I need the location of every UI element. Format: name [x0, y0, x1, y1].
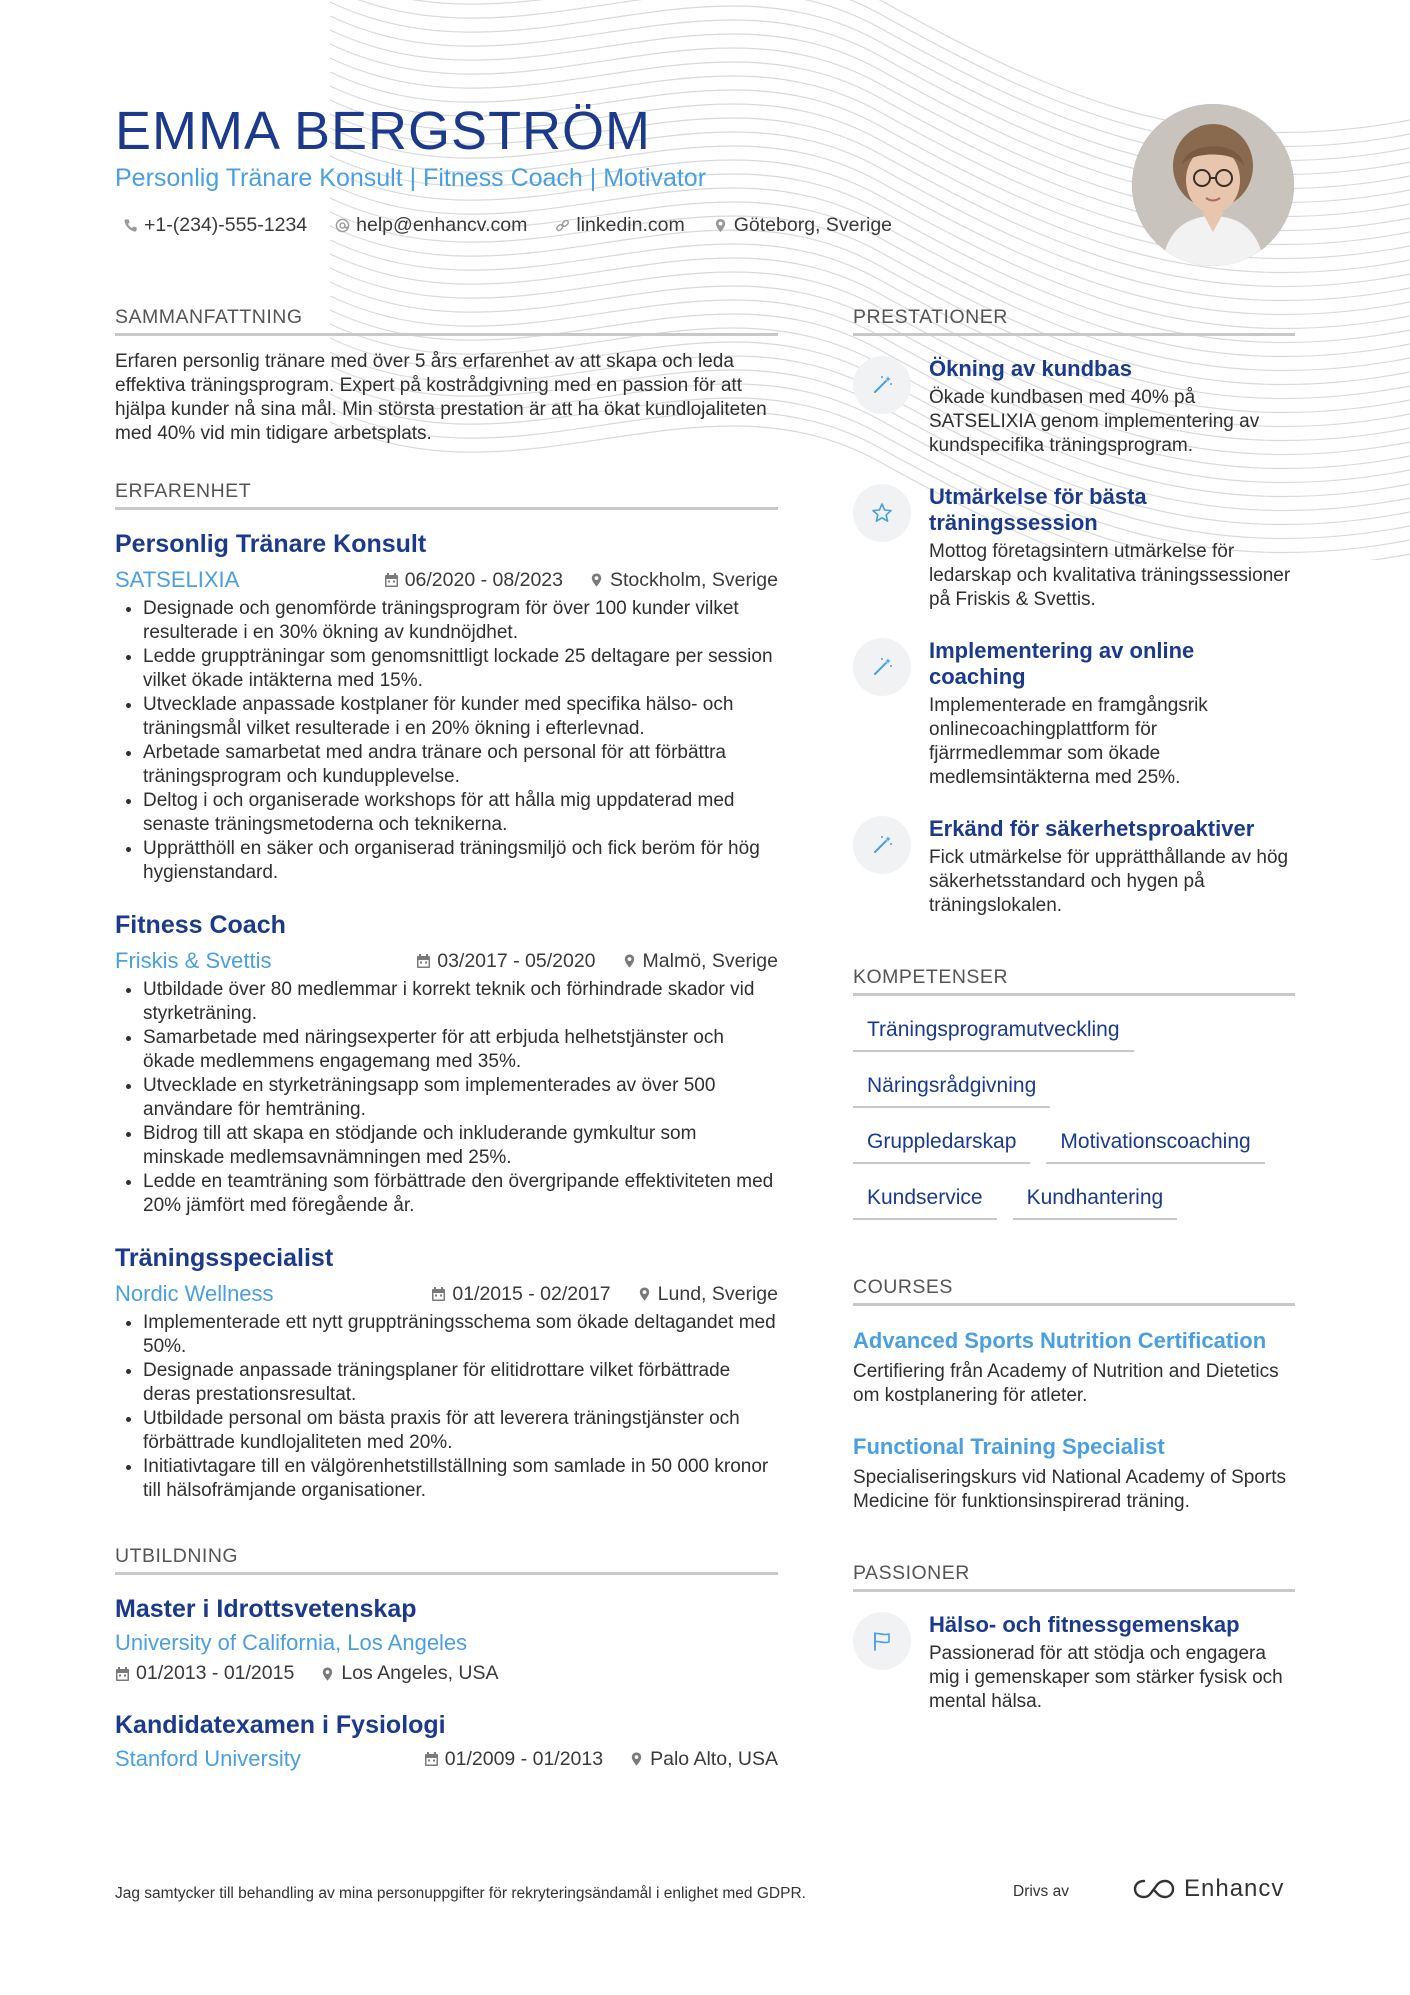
- headline: Personlig Tränare Konsult | Fitness Coach | Motivator: [115, 164, 707, 192]
- summary-title: SAMMANFATTNING: [115, 306, 778, 336]
- calendar-icon: [424, 1751, 439, 1767]
- course-item: [853, 1328, 1295, 1408]
- gdpr-consent: Jag samtycker till behandling av mina personuppgifter för rekryteringsändamål i enlighet med GDPR.: [115, 1885, 806, 1902]
- star-icon: [870, 501, 894, 525]
- bullet-item: • Implementerade ett nytt gruppträningsschema som ökade deltagandet med 50%.: [143, 1311, 778, 1359]
- course-title: Advanced Sports Nutrition Certification: [853, 1328, 1267, 1353]
- dates-text: 06/2020 - 08/2023: [404, 568, 563, 591]
- course-item: [853, 1434, 1295, 1514]
- job-dates: [416, 950, 595, 973]
- location-icon: [589, 572, 604, 588]
- bullet-item: • Deltog i och organiserade workshops för att hålla mig uppdaterad med senaste träningsmetoderna och teknikerna.: [143, 789, 778, 837]
- location-icon: [637, 1286, 652, 1302]
- location-icon: [320, 1666, 335, 1682]
- enhancv-logo[interactable]: [1132, 1875, 1284, 1903]
- calendar-icon: [416, 953, 431, 969]
- achievement-desc: Mottog företagsintern utmärkelse för ledarskap och kvalitativa träningssessioner på Friskis & Svettis.: [929, 541, 1291, 610]
- achievement-icon: [853, 638, 911, 696]
- dates-text: 01/2015 - 02/2017: [452, 1282, 611, 1305]
- phone-icon: [123, 218, 138, 233]
- calendar-icon: [115, 1666, 130, 1682]
- portrait-illustration: [1132, 104, 1294, 266]
- dates-text: 01/2013 - 01/2015: [136, 1662, 295, 1684]
- job-title: Träningsspecialist: [115, 1244, 334, 1272]
- dates-text: 01/2009 - 01/2013: [444, 1747, 604, 1770]
- job-bullets: [115, 978, 778, 1218]
- flag-icon: [870, 1629, 894, 1653]
- achievement-desc: Fick utmärkelse för upprätthållande av hög säkerhetsstandard och hygen på träningslokalen.: [929, 847, 1289, 916]
- bullet-item: • Bidrog till att skapa en stödjande och inkluderande gymkultur som minskade medlemsavnämningen med 25%.: [143, 1122, 778, 1170]
- courses-title: COURSES: [853, 1276, 1295, 1306]
- skill-tag: Gruppledarskap: [853, 1128, 1030, 1164]
- education-meta: [115, 1746, 778, 1772]
- job-dates: [384, 569, 563, 592]
- achievement-title: Ökning av kundbas: [929, 356, 1132, 381]
- link-icon: [555, 218, 570, 233]
- education-dates: [115, 1662, 294, 1685]
- achievement-icon: [853, 356, 911, 414]
- brand-name: Enhancv: [1184, 1875, 1285, 1902]
- job-meta: [115, 567, 778, 593]
- contact-linkedin: [555, 214, 684, 237]
- job-entry: [115, 911, 778, 1218]
- bullet-item: • Ledde en teamträning som förbättrade den övergripande effektiviteten med 20% jämfört med föregående år.: [143, 1170, 778, 1218]
- achievement-desc: Implementerade en framgångsrik onlinecoachingplattform för fjärrmedlemmar som ökade medlemsintäkterna med 25%.: [929, 695, 1208, 788]
- powered-by: Drivs av: [1013, 1883, 1069, 1900]
- skill-tag: Kundhantering: [1013, 1184, 1178, 1220]
- skill-tag: Motivationscoaching: [1046, 1128, 1264, 1164]
- company-name: SATSELIXIA: [115, 567, 240, 592]
- job-meta: [115, 1281, 778, 1307]
- bullet-item: • Utbildade personal om bästa praxis för att leverera träningstjänster och förbättrade kundlojaliteten med 20%.: [143, 1407, 778, 1455]
- education-location: [320, 1662, 498, 1685]
- passion-desc: Passionerad för att stödja och engagera mig i gemenskaper som stärker fysisk och mental hälsa.: [929, 1643, 1283, 1712]
- location-text: Stockholm, Sverige: [610, 568, 778, 591]
- bullet-item: • Utbildade över 80 medlemmar i korrekt teknik och förhindrade skador vid styrketräning.: [143, 978, 778, 1026]
- job-location: [589, 569, 778, 592]
- education-title: UTBILDNING: [115, 1545, 778, 1575]
- magic-wand-icon: [870, 373, 894, 397]
- job-entry: [115, 1244, 778, 1503]
- location-icon: [629, 1751, 644, 1767]
- contact-phone: [123, 214, 307, 237]
- course-desc: Certifiering från Academy of Nutrition and Dietetics om kostplanering för atleter.: [853, 1361, 1279, 1406]
- achievement-icon: [853, 484, 911, 542]
- job-title: Personlig Tränare Konsult: [115, 530, 427, 558]
- calendar-icon: [384, 572, 399, 588]
- job-meta: [115, 948, 778, 974]
- contact-location: [713, 214, 892, 237]
- job-title: Fitness Coach: [115, 911, 286, 939]
- location-text: Lund, Sverige: [657, 1282, 778, 1305]
- degree-title: Master i Idrottsvetenskap: [115, 1595, 417, 1623]
- location-icon: [622, 953, 637, 969]
- bullet-item: • Designade anpassade träningsplaner för elitidrottare vilket förbättrade deras prestationsresultat.: [143, 1359, 778, 1407]
- bullet-item: • Ledde gruppträningar som genomsnittligt lockade 25 deltagare per session vilket ökade intäkterna med 15%.: [143, 645, 778, 693]
- achievement-title: Implementering av online coaching: [929, 638, 1195, 689]
- candidate-name: EMMA BERGSTRÖM: [115, 101, 652, 161]
- achievement-item: [853, 356, 1295, 458]
- contact-email: [335, 214, 527, 237]
- skills-list: [853, 1016, 1295, 1220]
- passion-icon: [853, 1612, 911, 1670]
- school-row: [115, 1630, 778, 1656]
- achievement-title: Utmärkelse för bästa träningssession: [929, 484, 1147, 535]
- skill-tag: Kundservice: [853, 1184, 997, 1220]
- job-bullets: [115, 1311, 778, 1503]
- bullet-item: • Utvecklade en styrketräningsapp som implementerades av över 500 användare för hemträning.: [143, 1074, 778, 1122]
- right-column: [853, 306, 1295, 1714]
- achievement-item: [853, 484, 1295, 612]
- contact-bar: [123, 214, 892, 237]
- location-text: Göteborg, Sverige: [733, 214, 893, 236]
- bullet-item: • Utvecklade anpassade kostplaner för kunder med specifika hälso- och träningsmål vilket resulterade i en 20% ökning i efterlevnad.: [143, 693, 778, 741]
- magic-wand-icon: [870, 833, 894, 857]
- phone-text[interactable]: +1-(234)-555-1234: [144, 214, 308, 236]
- email-text[interactable]: help@enhancv.com: [356, 214, 528, 236]
- school-name: University of California, Los Angeles: [115, 1630, 468, 1655]
- passion-item: [853, 1612, 1295, 1714]
- achievements-title: PRESTATIONER: [853, 306, 1295, 336]
- education-entry: [115, 1711, 778, 1772]
- job-entry: [115, 530, 778, 885]
- location-text: Palo Alto, USA: [650, 1747, 778, 1770]
- left-column: [115, 306, 778, 1772]
- education-meta: [115, 1662, 778, 1685]
- calendar-icon: [431, 1286, 446, 1302]
- dates-text: 03/2017 - 05/2020: [437, 949, 596, 972]
- bullet-item: • Upprätthöll en säker och organiserad träningsmiljö och fick beröm för hög hygienstandard.: [143, 837, 778, 885]
- profile-photo: [1132, 104, 1294, 266]
- infinity-logo-icon: [1132, 1877, 1176, 1901]
- job-bullets: [115, 597, 778, 885]
- achievement-desc: Ökade kundbasen med 40% på SATSELIXIA genom implementering av kundspecifika träningsprogram.: [929, 387, 1260, 456]
- education-dates: [424, 1748, 603, 1771]
- skills-title: KOMPETENSER: [853, 966, 1295, 996]
- experience-title: ERFARENHET: [115, 480, 778, 510]
- location-text: Los Angeles, USA: [341, 1662, 499, 1684]
- skill-tag: Näringsrådgivning: [853, 1072, 1050, 1108]
- passions-title: PASSIONER: [853, 1562, 1295, 1592]
- skill-tag: Träningsprogramutveckling: [853, 1016, 1134, 1052]
- at-icon: [335, 218, 350, 233]
- school-name: Stanford University: [115, 1746, 301, 1771]
- location-text: Malmö, Sverige: [642, 949, 778, 972]
- education-entry: [115, 1595, 778, 1685]
- linkedin-text[interactable]: linkedin.com: [576, 214, 685, 236]
- bullet-item: • Initiativtagare till en välgörenhetstillställning som samlade in 50 000 kronor till hälsofrämjande organisationer.: [143, 1455, 778, 1503]
- course-title: Functional Training Specialist: [853, 1434, 1165, 1459]
- achievement-icon: [853, 816, 911, 874]
- job-location: [622, 950, 778, 973]
- bullet-item: • Samarbetade med näringsexperter för att erbjuda helhetstjänster och ökade medlemmens engagemang med 35%.: [143, 1026, 778, 1074]
- job-dates: [431, 1283, 610, 1306]
- course-desc: Specialiseringskurs vid National Academy of Sports Medicine för funktionsinspirerad träning.: [853, 1467, 1286, 1512]
- summary-text: Erfaren personlig tränare med över 5 års erfarenhet av att skapa och leda effektiva träningsprogram. Expert på kostrådgivning med en passion för att hjälpa kunder nå sina mål. Min största prestation är att ha ökat kundlojaliteten med 40% vid min tidigare arbetsplats.: [115, 351, 767, 444]
- achievement-title: Erkänd för säkerhetsproaktiver: [929, 816, 1255, 841]
- passion-title: Hälso- och fitnessgemenskap: [929, 1612, 1240, 1637]
- job-location: [637, 1283, 778, 1306]
- achievement-item: [853, 638, 1295, 790]
- achievement-item: [853, 816, 1295, 918]
- degree-title: Kandidatexamen i Fysiologi: [115, 1711, 446, 1739]
- education-location: [629, 1748, 778, 1771]
- location-icon: [713, 218, 728, 233]
- magic-wand-icon: [870, 655, 894, 679]
- company-name: Nordic Wellness: [115, 1281, 274, 1306]
- company-name: Friskis & Svettis: [115, 948, 272, 973]
- bullet-item: • Arbetade samarbetat med andra tränare och personal för att förbättra träningsprogram och kundupplevelse.: [143, 741, 778, 789]
- bullet-item: • Designade och genomförde träningsprogram för över 100 kunder vilket resulterade i en 30% ökning av kundnöjdhet.: [143, 597, 778, 645]
